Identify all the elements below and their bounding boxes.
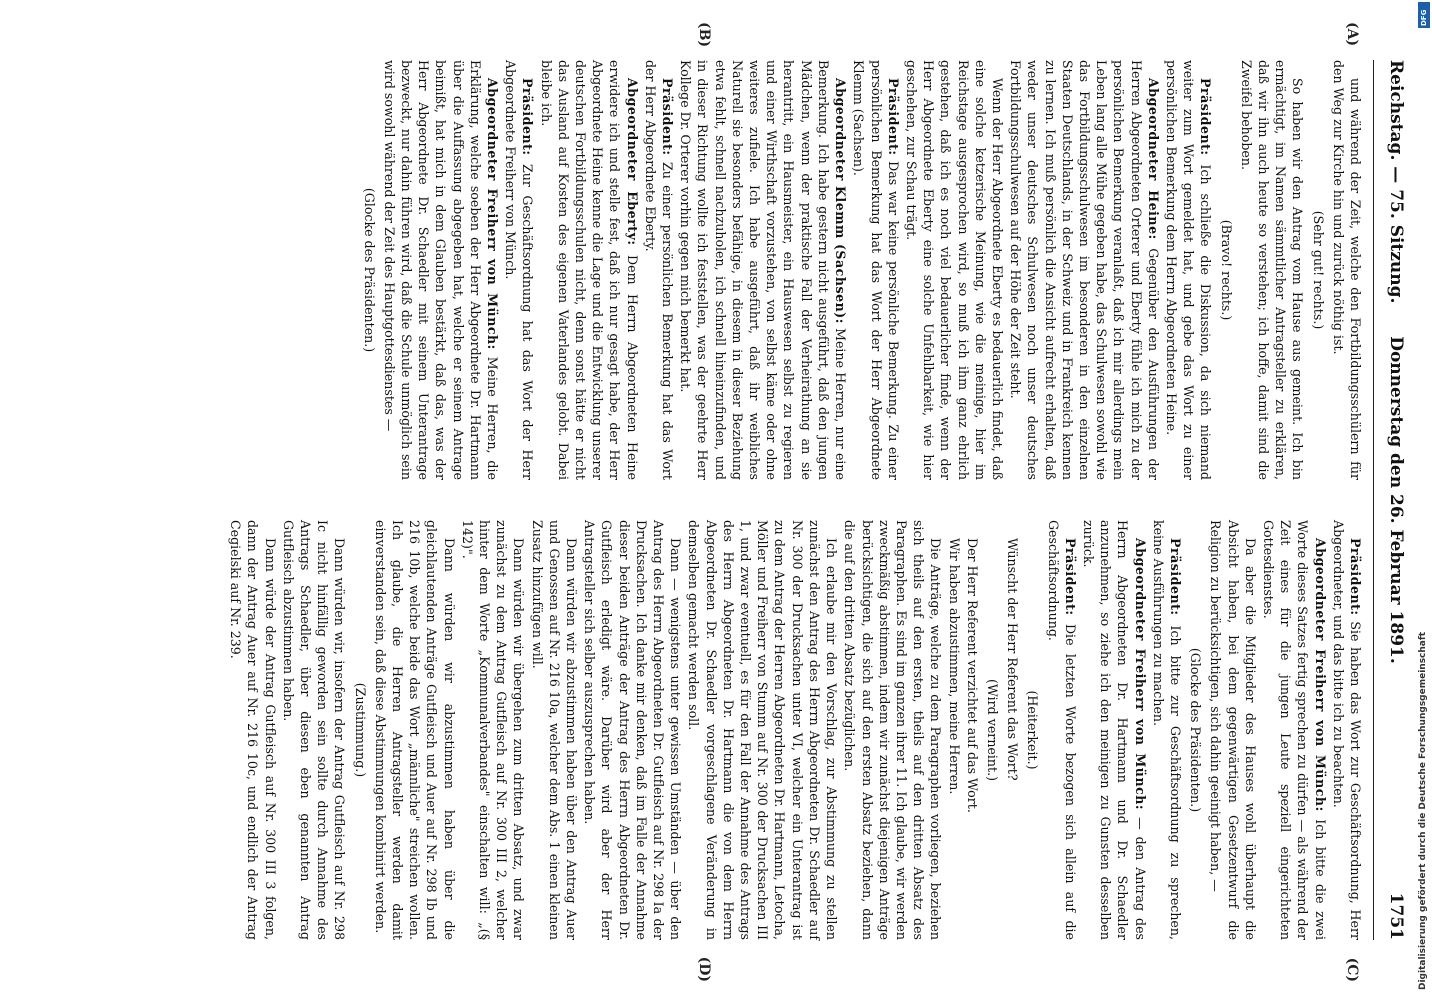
paragraph-text: (Zustimmung.) <box>352 682 368 778</box>
speaker-name: Abgeordneter Eberty: <box>624 78 640 246</box>
stage-direction <box>351 520 368 940</box>
header-date: Donnerstag den 26. Februar 1891. <box>1386 336 1406 664</box>
right-column <box>40 520 1364 940</box>
paragraph <box>227 520 279 940</box>
header-session: Reichstag. — 75. Sitzung. <box>1386 60 1406 304</box>
paragraph <box>459 520 528 940</box>
speaker-name: Abgeordneter Freiherr von Münch: <box>485 78 501 350</box>
paragraph-text: Meine Herren, die Erklärung, welche soeben der Herr Abgeordnete Dr. Hartmann über die Auffassung abgegeben hat, welche er seinem Antrage beimißt, hat mich in dem Glauben bestärkt, daß das, was der Herr Abgeordnete Dr. Schaedler mit seinem Unterantrage bezweckt, nur dahin führen wird, daß die Schule unmöglich sein wird sowohl während der Zeit des Hauptgottesdienstes — <box>381 60 501 480</box>
paragraph <box>1163 60 1215 480</box>
stage-direction <box>984 520 1001 940</box>
paragraph <box>964 520 981 940</box>
speaker-name: Präsident: <box>520 78 536 156</box>
speaker-name: Präsident: <box>1062 538 1078 616</box>
margin-marker-c: (C) <box>1344 957 1360 982</box>
left-column <box>40 60 1364 480</box>
paragraph-text: (Glocke des Präsidenten.) <box>361 187 377 353</box>
paragraph-text: Dann würde der Antrag Gutfleisch auf Nr. 300 III 3 folgen, dann der Antrag Auer auf Nr. 216 10c, und endlich der Antrag Cegielski auf Nr. 239. <box>228 520 278 940</box>
paragraph <box>381 60 501 480</box>
speaker-name: Präsident: <box>1348 538 1363 616</box>
paragraph-text: Wenn der Herr Abgeordnete Eberty es bedauerlich findet, daß eine solche ketzerische Meinung, wie die meinige, hier im Reichstage ausgesprochen wird, so muß ich ihm ganz ehrlich gestehen, daß ich es noch viel bedauerlicher finde, wenn der Herr Abgeordnete Eberty eine solche Unfehlbarkeit, wie hier geschehen, zur Schau trägt. <box>903 60 1005 480</box>
paragraph-text: Die letzten Worte bezogen sich allein auf die Geschäftsordnung. <box>1045 520 1078 940</box>
speaker-name: Abgeordneter Klemm (Sachsen): <box>833 78 849 324</box>
paragraph-text: Da aber die Mitglieder des Hauses wohl überhaupt die Absicht haben, bei dem gegenwärtigen Gesetzentwurf die Religion zu berücksichtigen, sich dahin geeinigt haben, — <box>1208 520 1258 940</box>
paragraph-text: Gegenüber den Ausführungen der Herren Abgeordneten Orterer und Eberty fühle ich mich zu der persönlichen Bemerkung veranlaßt, daß ich mir allerdings mein Leben lang alle Mühe gegeben habe, das Schulwesen sowohl wie das Fortbildungsschulwesen im besonderen in den einzelnen Staaten Deutschlands, in der Schweiz und in Frankreich kennen zu lernen. Ich muß persönlich die Ansicht aufrecht erhalten, daß weder unser deutsches Schulwesen noch unser deutsches Fortbildungsschulwesen auf der Höhe der Zeit steht. <box>1008 60 1161 480</box>
paragraph <box>1238 60 1307 480</box>
paragraph-text: Dann würden wir abzustimmen haben über die gleichlautenden Anträge Gutfleisch und Auer auf Nr. 298 Ib und 216 10b, welche beide das Wort „männliche" streichen wollen. Ich glaube, die Herren Antragsteller werden damit einverstanden sein, daß diese Abstimmungen kombinirt werden. <box>372 520 457 940</box>
paragraph <box>1004 520 1021 940</box>
paragraph <box>528 520 580 940</box>
paragraph-text: Der Herr Referent verzichtet auf das Wort. <box>964 538 980 813</box>
paragraph-text: (Wird verneint.) <box>984 678 1000 782</box>
paragraph-text: Ich schließe die Diskussion, da sich niemand weiter zum Wort gemeldet hat, und gebe das Wort zu einer persönlichen Bemerkung dem Herrn Abgeordneten Heine. <box>1163 60 1214 480</box>
paragraph-text: Dann würden wir übergehen zum dritten Absatz, und zwar zunächst zu dem Antrag Gutfleisch auf Nr. 300 III 2, welcher hinter dem Worte „Kommunalverbandes" einschalten will: „(§ 142)". <box>459 520 527 940</box>
paragraph <box>1330 520 1364 940</box>
paragraph-text: und während der Zeit, welche den Fortbildungsschülern für den Weg zur Kirche hin und zurück nöthig ist. <box>1330 60 1363 480</box>
paragraph <box>841 520 944 940</box>
paragraph <box>537 60 640 480</box>
paragraph-text: Meine Herren, nur eine Bemerkung. Ich habe gestern nicht ausgeführt, daß den jungen Mädchen, wenn der praktische Fall der Verheirathung an sie herantritt, ein Hausmeister, ein Hauswesen selbst zu regieren und einer Wirthschaft vorzustehen, von selbst käme oder ohne weiteres zufiele. Ich habe ausgeführt, daß ihr weibliches Naturell sie besonders befähige, in diesem in dieser Beziehung etwa fehlt, schnell nachzuholen, ich schnell hineinzufinden, und in dieser Richtung wollte ich feststellen, was der geehrte Herr Kollege Dr. Orterer vorhin gegen mich bemerkt hat. <box>678 60 849 480</box>
paragraph <box>1080 520 1149 940</box>
speaker-name: Abgeordneter Freiherr von Münch: <box>1132 538 1148 811</box>
paragraph <box>581 520 684 940</box>
stage-direction <box>1187 520 1204 940</box>
paragraph-text: So haben wir den Antrag vom Hause aus gemeint. Ich bin ermächtigt, im Namen sämmtlicher Antragsteller zu erklären, daß wir ihn auch heute so verstehen; ich hoffe, damit sind die Zweifel behoben. <box>1238 60 1306 480</box>
paragraph-text: Ich bitte die zwei Worte dieses Satzes fertig sprechen zu dürfen — als während der Zeit eines für die jungen Leute speziell eingerichteten Gottesdienstes. <box>1260 520 1328 940</box>
paragraph <box>642 60 676 480</box>
paragraph-text: Das war keine persönliche Bemerkung. Zu einer persönlichen Bemerkung hat das Wort der Herr Abgeordnete Klemm (Sachsen). <box>851 60 901 480</box>
paragraph <box>1150 520 1184 940</box>
paragraph-text: (Sehr gut! rechts.) <box>1310 210 1326 330</box>
dfg-logo <box>1418 2 1430 28</box>
stage-direction <box>1024 520 1041 940</box>
page-number: 1751 <box>1386 892 1406 940</box>
speaker-name: Präsident: <box>660 78 676 156</box>
paragraph <box>850 60 902 480</box>
paragraph-text: Zu einer persönlichen Bemerkung hat das Wort der Herr Abgeordnete Eberty. <box>642 60 676 480</box>
paragraph <box>1330 60 1364 480</box>
paragraph-text: Ich bitte zur Geschäftsordnung zu sprechen, keine Ausführungen zu machen. <box>1150 520 1183 940</box>
paragraph <box>945 520 962 940</box>
paragraph <box>1260 520 1329 940</box>
speaker-name: Abgeordneter Freiherr von Münch: <box>1312 538 1328 812</box>
margin-marker-b: (B) <box>696 22 712 48</box>
paragraph-text: Wir haben abzustimmen, meine Herren. <box>946 538 962 795</box>
stage-direction <box>1217 60 1234 480</box>
paragraph <box>1207 520 1259 940</box>
speaker-name: Abgeordneter Heine: <box>1145 78 1161 240</box>
speaker-name: Präsident: <box>1167 538 1183 616</box>
paragraph <box>502 60 536 480</box>
paragraph-text: — den Antrag des Herrn Abgeordneten Dr. Hartmann und Dr. Schaedler anzunehmen, so ziehe ich den meinigen zu Gunsten desselben zurück. <box>1080 520 1148 940</box>
paragraph-text: Wünscht der Herr Referent das Wort? <box>1005 538 1021 781</box>
paragraph-text: (Heiterkeit.) <box>1025 690 1041 770</box>
paragraph-text: Dann — wenigstens unter gewissen Umständen — über den Antrag des Herrn Abgeordneten Dr. Gutfleisch auf Nr. 298 Ia der Drucksachen. Ich danke mir denken, daß im Falle der Annahme dieser beiden Anträge der Antrag des Herrn Abgeordneten Dr. Gutfleisch erledigt wäre. Darüber wird aber der Herr Antragsteller sich selber auszusprechen haben. <box>582 520 684 940</box>
paragraph-text: Zur Geschäftsordnung hat das Wort der Herr Abgeordnete Freiherr von Münch. <box>503 60 536 480</box>
paragraph <box>372 520 458 940</box>
paragraph <box>1044 520 1078 940</box>
paragraph <box>903 60 1006 480</box>
paragraph <box>1007 60 1162 480</box>
paragraph-text: Dann würden wir abzustimmen haben über den Antrag Auer und Genossen auf Nr. 216 10a, welcher dem Abs. 1 einen kleinen Zusatz hinzufügen will. <box>529 520 580 940</box>
digitization-credit: Digitalisierung gefördert durch die Deutsche Forschungsgemeinschaft <box>1418 631 1428 990</box>
margin-marker-d: (D) <box>696 956 712 982</box>
stage-direction <box>1309 60 1326 480</box>
paragraph-text: Die Anträge, welche zu dem Paragraphen vorliegen, beziehen sich theils auf den ersten, theils auf den dritten Absatz des Paragraphen. Es sind im ganzen ihrer 11. Ich glaube, wir werden zweckmäßig abstimmen, indem wir zunächst diejenigen Anträge berücksichtigen, die sich auf den ersten Absatz beziehen, dann die auf den dritten Absatz bezüglichen. <box>842 520 944 940</box>
paragraph <box>685 520 840 940</box>
paragraph-text: Dann würden wir, insofern der Antrag Gutfleisch auf Nr. 298 Ic nicht hinfällig geworden sein sollte durch Annahme des Antrags Schaedler, über diesen eben genannten Antrag Gutfleisch abzustimmen haben. <box>280 520 348 940</box>
speaker-name: Präsident: <box>1198 78 1214 156</box>
speaker-name: Präsident: <box>885 78 901 156</box>
dfg-logo-text: DFG <box>1420 9 1428 26</box>
paragraph-text: Ich erlaube mir den Vorschlag, zur Abstimmung zu stellen zunächst den Antrag des Herrn Abgeordneten Dr. Schaedler auf Nr. 300 der Drucksachen unter VI, welcher ein Unterantrag ist zu dem Antrag der Herren Abgeordneten Dr. Hartmann, Letocha, Möller und Freiherr von Stumm auf Nr. 300 der Drucksachen III 1, und zwar eventuell, es für den Fall der Annahme des Antrags des Herrn Abgeordneten Dr. Hartmann die von dem Herrn Abgeordneten Dr. Schaedler vorgeschlagene Veränderung in demselben gemacht werden soll. <box>686 520 840 940</box>
paragraph-text: (Glocke des Präsidenten.) <box>1188 647 1204 813</box>
paragraph-text: Sie haben das Wort zur Geschäftsordnung, Herr Abgeordneter, und das bitte ich zu beachten. <box>1330 520 1363 940</box>
paragraph-text: (Bravo! rechts.) <box>1218 219 1234 321</box>
paragraph <box>677 60 849 480</box>
header-rule <box>1373 60 1374 940</box>
page-header <box>1376 60 1406 940</box>
paragraph-text: Dem Herrn Abgeordneten Heine erwidere ich und stelle fest, daß ich nur gesagt habe, der Herr Abgeordnete Heine kenne die Lage und die Entwicklung unserer deutschen Fortbildungsschulen nicht, denn sonst hätte er nicht das Ausland auf Kosten des eigenen Vaterlandes gelobt. Dabei bleibe ich. <box>538 60 640 481</box>
margin-marker-a: (A) <box>1344 22 1360 47</box>
stage-direction <box>360 60 377 480</box>
paragraph <box>280 520 349 940</box>
